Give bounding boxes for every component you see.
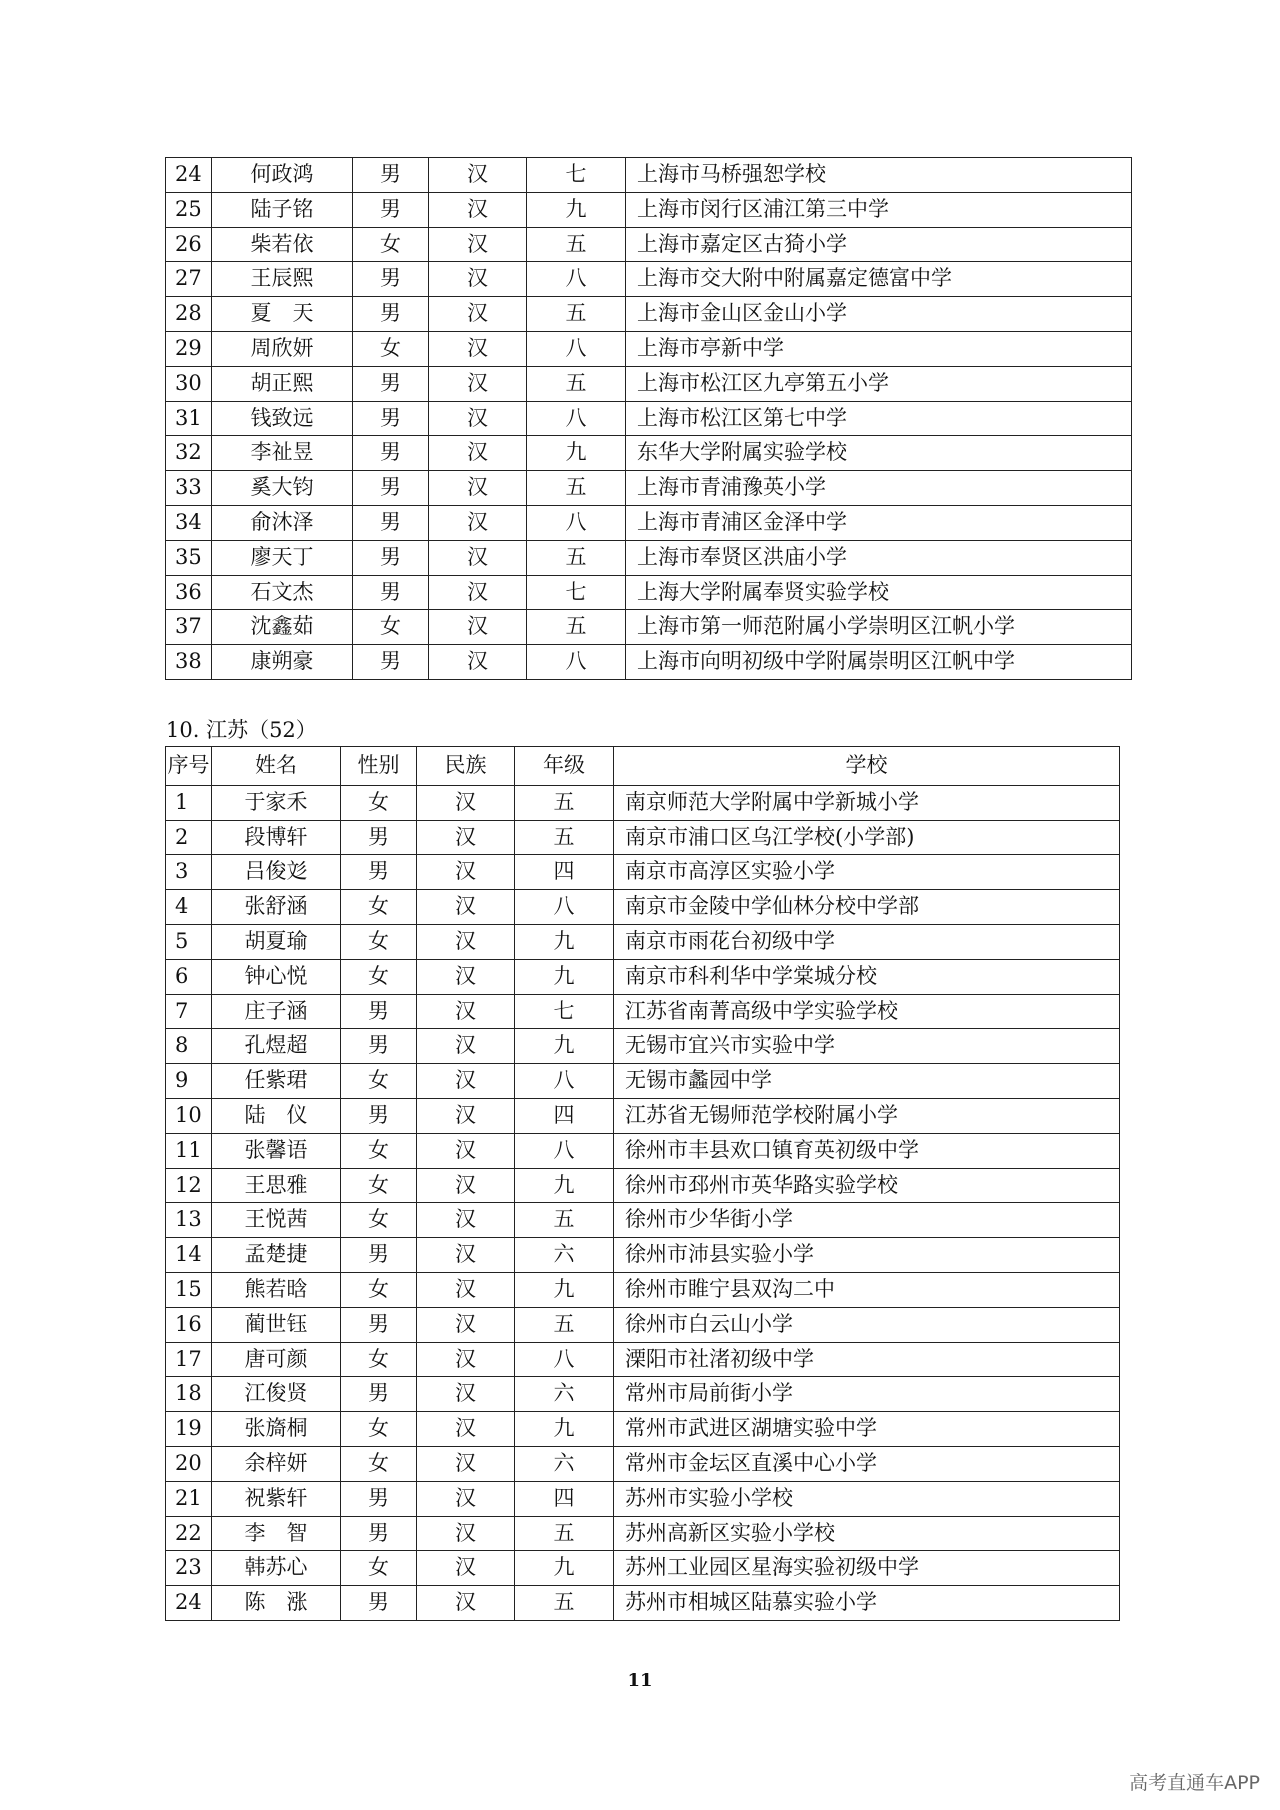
cell-seq: 37 — [166, 610, 212, 645]
cell-name: 钟心悦 — [212, 959, 341, 994]
cell-grade: 四 — [515, 1481, 614, 1516]
cell-gender: 女 — [341, 785, 417, 820]
cell-ethnicity: 汉 — [429, 192, 527, 227]
cell-name: 祝紫轩 — [212, 1481, 341, 1516]
cell-gender: 女 — [341, 959, 417, 994]
cell-seq: 23 — [166, 1551, 212, 1586]
cell-ethnicity: 汉 — [429, 366, 527, 401]
cell-seq: 26 — [166, 227, 212, 262]
cell-seq: 20 — [166, 1446, 212, 1481]
cell-name: 王辰熙 — [212, 262, 353, 297]
cell-ethnicity: 汉 — [429, 505, 527, 540]
cell-school: 江苏省南菁高级中学实验学校 — [614, 994, 1120, 1029]
cell-school: 苏州高新区实验小学校 — [614, 1516, 1120, 1551]
cell-seq: 12 — [166, 1168, 212, 1203]
cell-seq: 31 — [166, 401, 212, 436]
cell-school: 上海市金山区金山小学 — [626, 297, 1132, 332]
table-row — [166, 994, 1120, 1029]
cell-gender: 男 — [353, 366, 429, 401]
table-row — [166, 366, 1132, 401]
cell-school: 苏州市实验小学校 — [614, 1481, 1120, 1516]
cell-ethnicity: 汉 — [417, 855, 515, 890]
cell-seq: 19 — [166, 1412, 212, 1447]
cell-ethnicity: 汉 — [429, 401, 527, 436]
cell-ethnicity: 汉 — [417, 1307, 515, 1342]
cell-ethnicity: 汉 — [417, 959, 515, 994]
cell-name: 陈 涨 — [212, 1586, 341, 1621]
cell-ethnicity: 汉 — [417, 1516, 515, 1551]
cell-gender: 男 — [341, 1238, 417, 1273]
cell-seq: 11 — [166, 1133, 212, 1168]
cell-school: 上海市闵行区浦江第三中学 — [626, 192, 1132, 227]
cell-gender: 男 — [341, 1307, 417, 1342]
cell-ethnicity: 汉 — [429, 436, 527, 471]
cell-grade: 五 — [527, 297, 626, 332]
cell-school: 徐州市丰县欢口镇育英初级中学 — [614, 1133, 1120, 1168]
cell-school: 徐州市沛县实验小学 — [614, 1238, 1120, 1273]
table-header-row — [166, 747, 1120, 786]
cell-school: 苏州市相城区陆慕实验小学 — [614, 1586, 1120, 1621]
table-row — [166, 227, 1132, 262]
cell-seq: 10 — [166, 1098, 212, 1133]
cell-gender: 女 — [341, 1272, 417, 1307]
cell-grade: 五 — [515, 1203, 614, 1238]
table-row — [166, 1551, 1120, 1586]
cell-ethnicity: 汉 — [429, 575, 527, 610]
table-row — [166, 158, 1132, 193]
cell-grade: 五 — [527, 227, 626, 262]
cell-school: 徐州市邳州市英华路实验学校 — [614, 1168, 1120, 1203]
cell-name: 沈鑫茹 — [212, 610, 353, 645]
cell-ethnicity: 汉 — [429, 262, 527, 297]
cell-school: 南京师范大学附属中学新城小学 — [614, 785, 1120, 820]
table-row — [166, 1238, 1120, 1273]
cell-gender: 男 — [353, 297, 429, 332]
cell-seq: 33 — [166, 471, 212, 506]
cell-grade: 七 — [527, 575, 626, 610]
cell-school: 常州市金坛区直溪中心小学 — [614, 1446, 1120, 1481]
cell-seq: 32 — [166, 436, 212, 471]
cell-seq: 24 — [166, 158, 212, 193]
cell-grade: 五 — [515, 820, 614, 855]
cell-ethnicity: 汉 — [417, 1586, 515, 1621]
cell-grade: 六 — [515, 1377, 614, 1412]
cell-seq: 15 — [166, 1272, 212, 1307]
cell-school: 上海市青浦区金泽中学 — [626, 505, 1132, 540]
cell-name: 陆子铭 — [212, 192, 353, 227]
cell-grade: 五 — [515, 785, 614, 820]
table-row — [166, 1064, 1120, 1099]
cell-name: 张舒涵 — [212, 890, 341, 925]
cell-ethnicity: 汉 — [429, 331, 527, 366]
cell-ethnicity: 汉 — [429, 610, 527, 645]
cell-grade: 五 — [527, 610, 626, 645]
cell-name: 吕俊彣 — [212, 855, 341, 890]
cell-ethnicity: 汉 — [417, 820, 515, 855]
table-row — [166, 1307, 1120, 1342]
table-row — [166, 610, 1132, 645]
table-row — [166, 297, 1132, 332]
cell-gender: 女 — [353, 227, 429, 262]
cell-gender: 女 — [341, 1412, 417, 1447]
table-row — [166, 959, 1120, 994]
table-row — [166, 1412, 1120, 1447]
table-row — [166, 1446, 1120, 1481]
cell-name: 李祉昱 — [212, 436, 353, 471]
cell-grade: 八 — [527, 331, 626, 366]
cell-name: 于家禾 — [212, 785, 341, 820]
cell-ethnicity: 汉 — [429, 227, 527, 262]
cell-name: 胡夏瑜 — [212, 924, 341, 959]
table-row — [166, 262, 1132, 297]
cell-seq: 18 — [166, 1377, 212, 1412]
cell-gender: 男 — [341, 1481, 417, 1516]
cell-school: 上海市交大附中附属嘉定德富中学 — [626, 262, 1132, 297]
cell-gender: 男 — [353, 505, 429, 540]
cell-ethnicity: 汉 — [417, 1446, 515, 1481]
watermark: 高考直通车APP — [1129, 1772, 1260, 1794]
table-row — [166, 1203, 1120, 1238]
cell-grade: 四 — [515, 1098, 614, 1133]
cell-seq: 1 — [166, 785, 212, 820]
table-row — [166, 1586, 1120, 1621]
cell-seq: 27 — [166, 262, 212, 297]
cell-name: 周欣妍 — [212, 331, 353, 366]
table-row — [166, 1377, 1120, 1412]
table-row — [166, 1342, 1120, 1377]
cell-school: 常州市武进区湖塘实验中学 — [614, 1412, 1120, 1447]
cell-name: 段博轩 — [212, 820, 341, 855]
cell-name: 石文杰 — [212, 575, 353, 610]
cell-grade: 八 — [527, 262, 626, 297]
cell-gender: 女 — [341, 1446, 417, 1481]
cell-seq: 30 — [166, 366, 212, 401]
cell-name: 康朔豪 — [212, 645, 353, 680]
cell-seq: 28 — [166, 297, 212, 332]
cell-name: 张馨语 — [212, 1133, 341, 1168]
section-title: 10. 江苏（52） — [166, 718, 317, 742]
table-row — [166, 192, 1132, 227]
table-row — [166, 1098, 1120, 1133]
cell-grade: 五 — [515, 1307, 614, 1342]
cell-ethnicity: 汉 — [417, 1133, 515, 1168]
cell-name: 余梓妍 — [212, 1446, 341, 1481]
cell-seq: 4 — [166, 890, 212, 925]
cell-seq: 2 — [166, 820, 212, 855]
cell-name: 熊若晗 — [212, 1272, 341, 1307]
header-name: 姓名 — [212, 747, 341, 786]
cell-grade: 八 — [527, 645, 626, 680]
cell-seq: 38 — [166, 645, 212, 680]
cell-gender: 女 — [341, 1168, 417, 1203]
cell-school: 南京市浦口区乌江学校(小学部) — [614, 820, 1120, 855]
cell-seq: 22 — [166, 1516, 212, 1551]
cell-grade: 五 — [515, 1516, 614, 1551]
cell-school: 南京市金陵中学仙林分校中学部 — [614, 890, 1120, 925]
table-row — [166, 855, 1120, 890]
cell-ethnicity: 汉 — [417, 785, 515, 820]
cell-gender: 女 — [353, 331, 429, 366]
cell-school: 上海市马桥强恕学校 — [626, 158, 1132, 193]
cell-school: 南京市雨花台初级中学 — [614, 924, 1120, 959]
cell-name: 唐可颜 — [212, 1342, 341, 1377]
cell-ethnicity: 汉 — [429, 471, 527, 506]
cell-school: 上海市松江区第七中学 — [626, 401, 1132, 436]
cell-grade: 九 — [515, 1168, 614, 1203]
cell-grade: 九 — [527, 192, 626, 227]
cell-ethnicity: 汉 — [417, 1168, 515, 1203]
cell-ethnicity: 汉 — [417, 1377, 515, 1412]
cell-gender: 女 — [341, 890, 417, 925]
cell-name: 俞沐泽 — [212, 505, 353, 540]
cell-seq: 6 — [166, 959, 212, 994]
cell-gender: 男 — [353, 471, 429, 506]
cell-ethnicity: 汉 — [417, 1481, 515, 1516]
cell-name: 孟楚捷 — [212, 1238, 341, 1273]
cell-school: 无锡市蠡园中学 — [614, 1064, 1120, 1099]
cell-school: 常州市局前街小学 — [614, 1377, 1120, 1412]
cell-school: 上海市亭新中学 — [626, 331, 1132, 366]
cell-name: 庄子涵 — [212, 994, 341, 1029]
cell-grade: 八 — [527, 505, 626, 540]
cell-grade: 七 — [527, 158, 626, 193]
cell-school: 苏州工业园区星海实验初级中学 — [614, 1551, 1120, 1586]
cell-grade: 九 — [515, 1412, 614, 1447]
cell-grade: 五 — [515, 1586, 614, 1621]
cell-gender: 男 — [341, 1377, 417, 1412]
cell-gender: 男 — [341, 855, 417, 890]
cell-ethnicity: 汉 — [429, 158, 527, 193]
cell-gender: 男 — [341, 1586, 417, 1621]
cell-gender: 女 — [353, 610, 429, 645]
cell-gender: 男 — [353, 262, 429, 297]
cell-name: 何政鸿 — [212, 158, 353, 193]
cell-gender: 女 — [341, 1342, 417, 1377]
cell-grade: 八 — [515, 890, 614, 925]
table-row — [166, 1272, 1120, 1307]
cell-gender: 女 — [341, 924, 417, 959]
cell-ethnicity: 汉 — [417, 1551, 515, 1586]
cell-seq: 21 — [166, 1481, 212, 1516]
cell-seq: 36 — [166, 575, 212, 610]
cell-gender: 男 — [353, 436, 429, 471]
cell-name: 韩苏心 — [212, 1551, 341, 1586]
cell-name: 王悦茜 — [212, 1203, 341, 1238]
cell-grade: 六 — [515, 1446, 614, 1481]
table-row — [166, 436, 1132, 471]
header-school: 学校 — [614, 747, 1120, 786]
jiangsu-roster-table — [165, 746, 1120, 1621]
cell-name: 蔺世钰 — [212, 1307, 341, 1342]
cell-name: 李 智 — [212, 1516, 341, 1551]
table-row — [166, 575, 1132, 610]
cell-ethnicity: 汉 — [429, 645, 527, 680]
table-row — [166, 540, 1132, 575]
cell-grade: 八 — [515, 1133, 614, 1168]
cell-gender: 女 — [341, 1064, 417, 1099]
cell-name: 陆 仪 — [212, 1098, 341, 1133]
cell-seq: 5 — [166, 924, 212, 959]
table-row — [166, 785, 1120, 820]
table-row — [166, 890, 1120, 925]
cell-school: 徐州市白云山小学 — [614, 1307, 1120, 1342]
table-row — [166, 1516, 1120, 1551]
cell-ethnicity: 汉 — [417, 1412, 515, 1447]
cell-grade: 九 — [515, 959, 614, 994]
cell-gender: 男 — [341, 1516, 417, 1551]
cell-school: 上海市松江区九亭第五小学 — [626, 366, 1132, 401]
cell-grade: 九 — [515, 924, 614, 959]
cell-ethnicity: 汉 — [417, 1029, 515, 1064]
cell-grade: 八 — [515, 1342, 614, 1377]
cell-grade: 五 — [527, 540, 626, 575]
cell-name: 江俊贤 — [212, 1377, 341, 1412]
cell-grade: 六 — [515, 1238, 614, 1273]
cell-gender: 男 — [353, 401, 429, 436]
table-row — [166, 505, 1132, 540]
cell-gender: 男 — [353, 192, 429, 227]
cell-name: 夏 天 — [212, 297, 353, 332]
header-grade: 年级 — [515, 747, 614, 786]
cell-ethnicity: 汉 — [417, 1064, 515, 1099]
table-row — [166, 401, 1132, 436]
cell-grade: 九 — [515, 1551, 614, 1586]
cell-grade: 八 — [515, 1064, 614, 1099]
cell-seq: 14 — [166, 1238, 212, 1273]
header-gender: 性别 — [341, 747, 417, 786]
cell-ethnicity: 汉 — [429, 540, 527, 575]
cell-ethnicity: 汉 — [417, 1272, 515, 1307]
table-row — [166, 1481, 1120, 1516]
cell-school: 上海市向明初级中学附属崇明区江帆中学 — [626, 645, 1132, 680]
cell-school: 东华大学附属实验学校 — [626, 436, 1132, 471]
cell-ethnicity: 汉 — [417, 1238, 515, 1273]
table-row — [166, 1029, 1120, 1064]
cell-gender: 男 — [353, 158, 429, 193]
cell-seq: 25 — [166, 192, 212, 227]
cell-seq: 8 — [166, 1029, 212, 1064]
cell-ethnicity: 汉 — [417, 1098, 515, 1133]
cell-grade: 九 — [527, 436, 626, 471]
cell-seq: 29 — [166, 331, 212, 366]
cell-school: 上海市第一师范附属小学崇明区江帆小学 — [626, 610, 1132, 645]
header-seq: 序号 — [166, 747, 212, 786]
cell-grade: 四 — [515, 855, 614, 890]
cell-seq: 7 — [166, 994, 212, 1029]
cell-school: 南京市高淳区实验小学 — [614, 855, 1120, 890]
cell-gender: 女 — [341, 1203, 417, 1238]
cell-grade: 九 — [515, 1272, 614, 1307]
cell-ethnicity: 汉 — [417, 994, 515, 1029]
cell-ethnicity: 汉 — [417, 924, 515, 959]
cell-name: 孔煜超 — [212, 1029, 341, 1064]
cell-gender: 男 — [341, 994, 417, 1029]
cell-seq: 9 — [166, 1064, 212, 1099]
cell-seq: 35 — [166, 540, 212, 575]
cell-grade: 七 — [515, 994, 614, 1029]
cell-school: 徐州市睢宁县双沟二中 — [614, 1272, 1120, 1307]
table-row — [166, 924, 1120, 959]
cell-gender: 女 — [341, 1133, 417, 1168]
cell-name: 廖天丁 — [212, 540, 353, 575]
cell-school: 上海市奉贤区洪庙小学 — [626, 540, 1132, 575]
cell-seq: 13 — [166, 1203, 212, 1238]
cell-grade: 五 — [527, 366, 626, 401]
cell-seq: 17 — [166, 1342, 212, 1377]
cell-seq: 16 — [166, 1307, 212, 1342]
cell-name: 胡正熙 — [212, 366, 353, 401]
table-row — [166, 1168, 1120, 1203]
cell-gender: 女 — [341, 1551, 417, 1586]
cell-ethnicity: 汉 — [417, 1203, 515, 1238]
cell-seq: 24 — [166, 1586, 212, 1621]
cell-school: 溧阳市社渚初级中学 — [614, 1342, 1120, 1377]
table-row — [166, 331, 1132, 366]
cell-name: 钱致远 — [212, 401, 353, 436]
cell-grade: 五 — [527, 471, 626, 506]
cell-seq: 3 — [166, 855, 212, 890]
cell-school: 上海市嘉定区古猗小学 — [626, 227, 1132, 262]
table-row — [166, 1133, 1120, 1168]
table-row — [166, 645, 1132, 680]
cell-gender: 男 — [353, 575, 429, 610]
header-ethnicity: 民族 — [417, 747, 515, 786]
cell-gender: 男 — [341, 820, 417, 855]
page-number: 11 — [627, 1670, 653, 1691]
cell-ethnicity: 汉 — [429, 297, 527, 332]
cell-school: 南京市科利华中学棠城分校 — [614, 959, 1120, 994]
table-row — [166, 471, 1132, 506]
cell-school: 徐州市少华街小学 — [614, 1203, 1120, 1238]
cell-gender: 男 — [353, 540, 429, 575]
shanghai-roster-table — [165, 157, 1132, 680]
cell-gender: 男 — [353, 645, 429, 680]
cell-name: 柴若依 — [212, 227, 353, 262]
cell-name: 任紫珺 — [212, 1064, 341, 1099]
cell-gender: 男 — [341, 1029, 417, 1064]
cell-seq: 34 — [166, 505, 212, 540]
cell-name: 王思雅 — [212, 1168, 341, 1203]
cell-ethnicity: 汉 — [417, 1342, 515, 1377]
cell-grade: 八 — [527, 401, 626, 436]
cell-name: 奚大钧 — [212, 471, 353, 506]
cell-school: 江苏省无锡师范学校附属小学 — [614, 1098, 1120, 1133]
table-row — [166, 820, 1120, 855]
cell-gender: 男 — [341, 1098, 417, 1133]
cell-school: 上海大学附属奉贤实验学校 — [626, 575, 1132, 610]
cell-school: 上海市青浦豫英小学 — [626, 471, 1132, 506]
cell-grade: 九 — [515, 1029, 614, 1064]
cell-school: 无锡市宜兴市实验中学 — [614, 1029, 1120, 1064]
cell-ethnicity: 汉 — [417, 890, 515, 925]
cell-name: 张旖桐 — [212, 1412, 341, 1447]
